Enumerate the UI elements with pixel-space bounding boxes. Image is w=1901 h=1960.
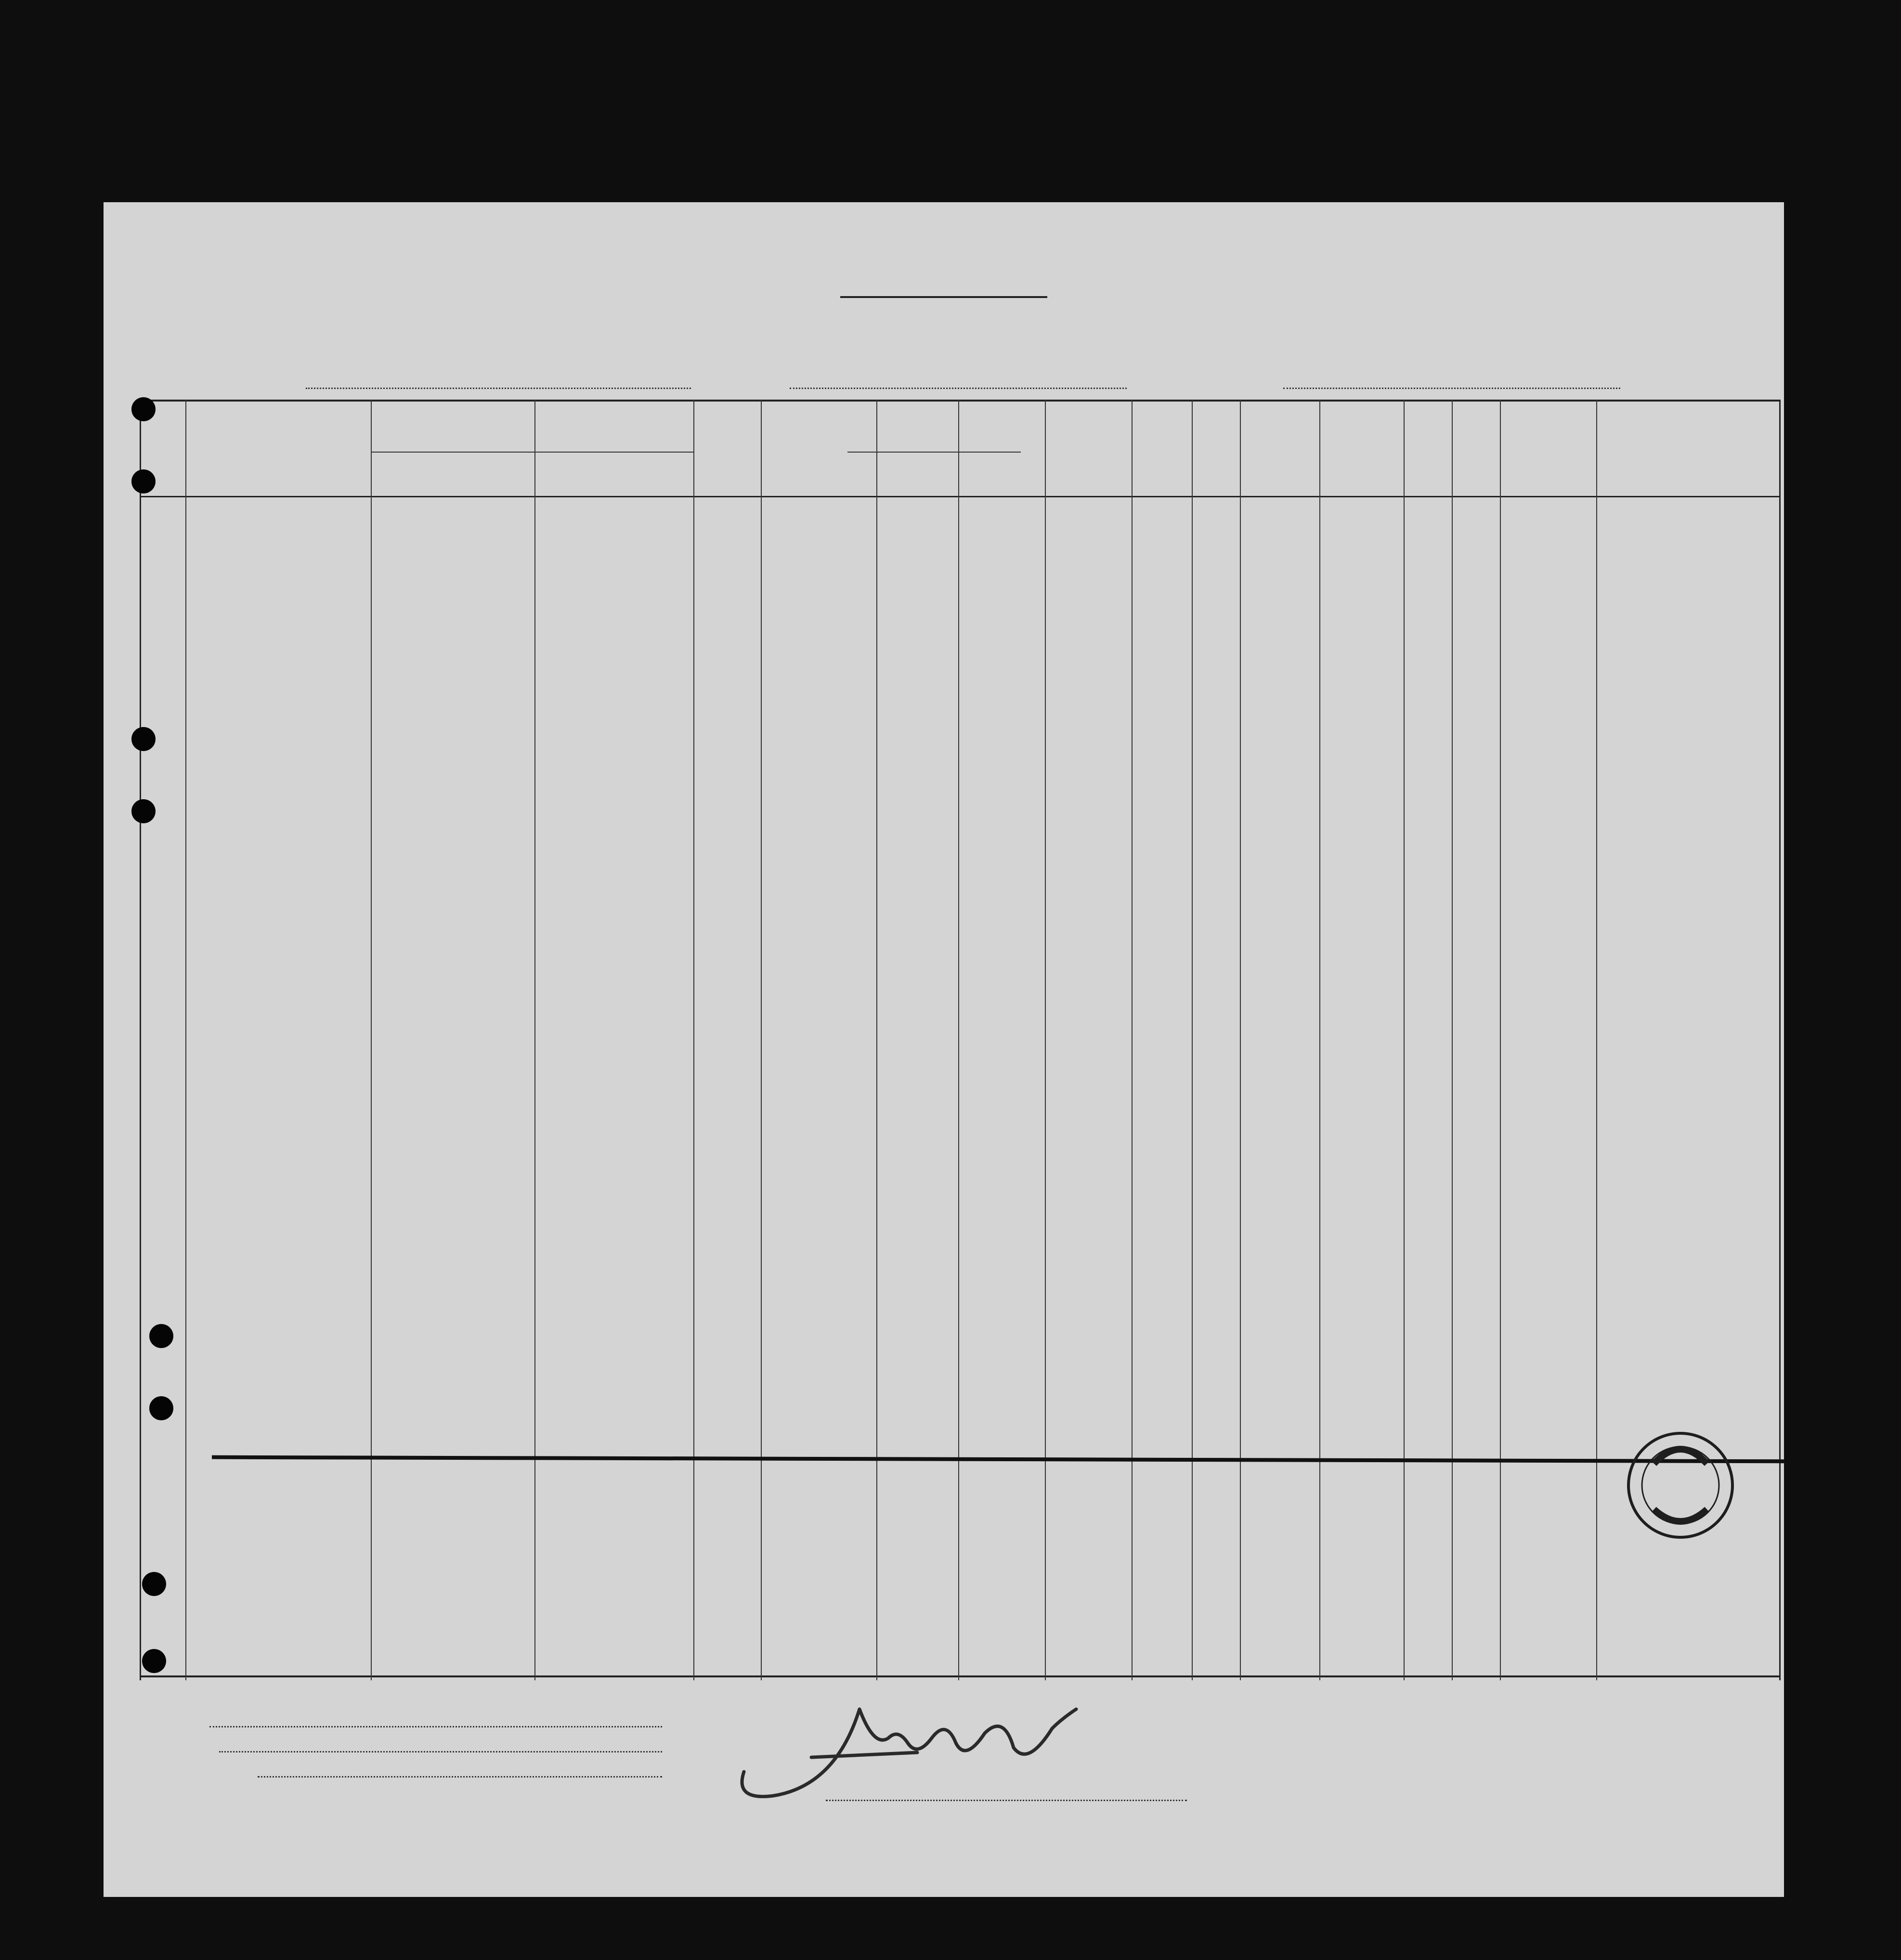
column-divider: [371, 400, 372, 1680]
punch-hole: [131, 397, 156, 421]
manifest-sheet: [104, 202, 1784, 1897]
inspector-signature: [715, 1700, 1148, 1815]
title-underline: [840, 296, 1047, 298]
column-divider: [1500, 400, 1501, 1680]
column-divider: [876, 400, 877, 1680]
column-divider: [1192, 400, 1193, 1680]
punch-hole: [142, 1572, 166, 1596]
column-divider: [1452, 400, 1453, 1680]
column-divider: [1404, 400, 1405, 1680]
vessel-dotline: [306, 388, 691, 389]
row-26-strikethrough: [212, 1455, 1784, 1464]
column-divider: [1045, 400, 1046, 1680]
shipped-subheader-rule: [847, 452, 1021, 453]
column-divider: [185, 400, 186, 1680]
arriving-dotline: [790, 388, 1127, 389]
from-port-dotline: [1283, 388, 1620, 389]
inspector-dotline: [826, 1800, 1187, 1801]
column-divider: [958, 400, 959, 1680]
consulate-seal-stamp: [1625, 1430, 1736, 1541]
punch-hole: [131, 799, 156, 823]
header-bottom-border: [140, 496, 1779, 497]
column-divider: [1132, 400, 1133, 1680]
punch-hole: [142, 1649, 166, 1673]
punch-hole: [149, 1324, 173, 1348]
column-divider: [693, 400, 694, 1680]
punch-hole: [131, 469, 156, 493]
column-divider: [1240, 400, 1241, 1680]
table-bottom-border: [140, 1675, 1779, 1677]
agents-dotline: [258, 1776, 662, 1778]
column-divider: [140, 400, 141, 1680]
line-dotline: [209, 1726, 662, 1727]
column-divider: [1779, 400, 1781, 1680]
name-subheader-rule: [371, 452, 693, 453]
column-divider: [761, 400, 762, 1680]
owners-dotline: [219, 1751, 662, 1752]
column-divider: [1319, 400, 1320, 1680]
punch-hole: [131, 727, 156, 751]
table-top-border: [140, 400, 1779, 402]
punch-hole: [149, 1396, 173, 1420]
column-divider: [534, 400, 535, 1680]
crew-manifest-table: [140, 400, 1779, 1680]
column-divider: [1596, 400, 1597, 1680]
